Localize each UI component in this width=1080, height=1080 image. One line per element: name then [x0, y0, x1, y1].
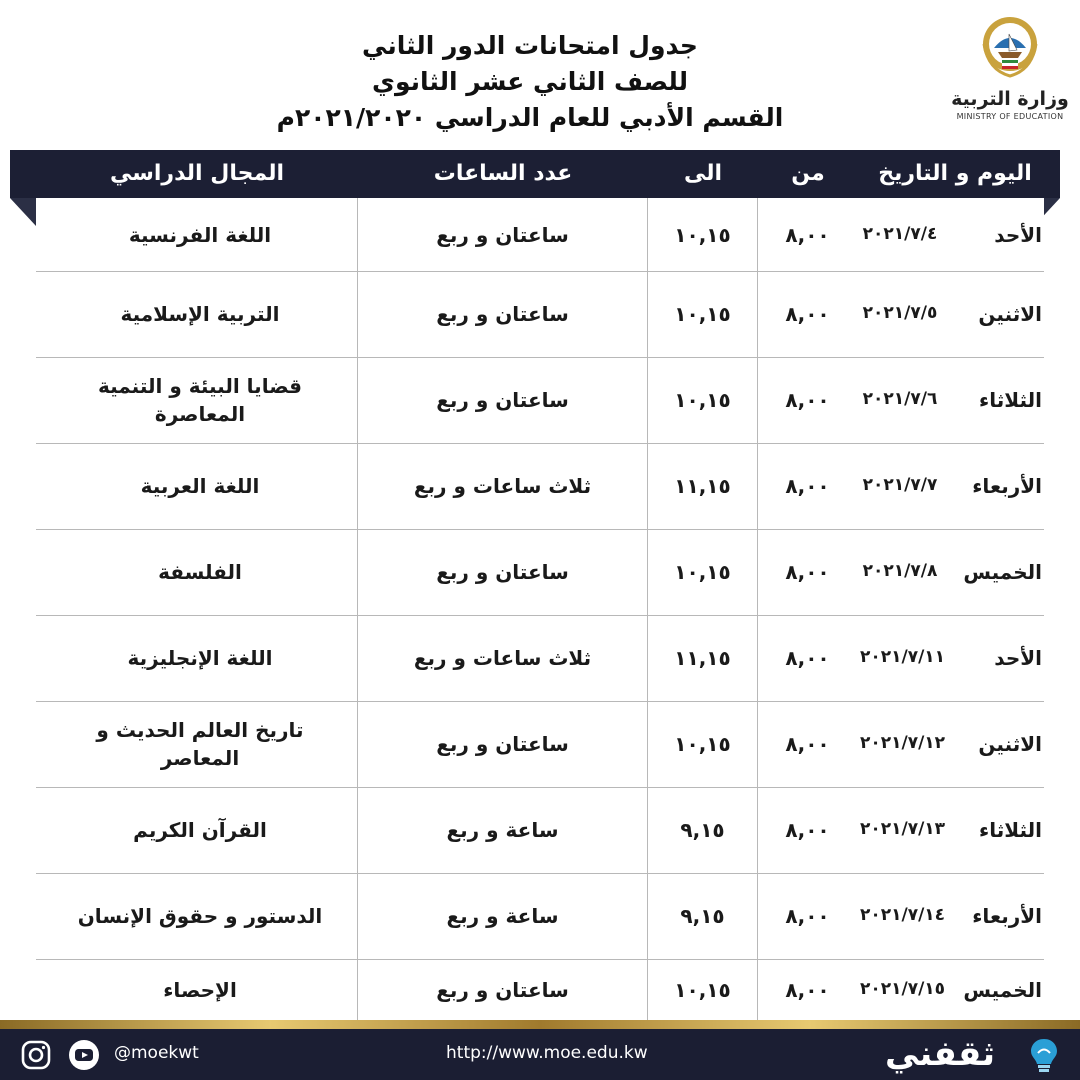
row-subject: اللغة العربية [140, 474, 260, 498]
row-hours: ساعتان و ربع [436, 732, 569, 756]
column-header-to: الى [683, 161, 723, 186]
row-day: الخميس [963, 977, 1042, 1002]
row-hours: ساعتان و ربع [436, 302, 569, 326]
kuwait-emblem-icon [980, 14, 1040, 80]
row-hours: ساعة و ربع [446, 818, 559, 842]
row-day: الثلاثاء [979, 388, 1042, 412]
lightbulb-icon [1024, 1034, 1064, 1074]
row-date: ٢٠٢١/٧/١١ [860, 647, 946, 667]
row-from: ٨,٠٠ [785, 302, 830, 326]
row-day: الثلاثاء [979, 818, 1042, 842]
row-to: ١٠,١٥ [674, 732, 731, 756]
row-to: ١١,١٥ [674, 474, 731, 498]
row-to: ١٠,١٥ [674, 302, 731, 326]
row-subject: اللغة الفرنسية [128, 222, 272, 247]
row-hours: ثلاث ساعات و ربع [413, 474, 592, 498]
row-date: ٢٠٢١/٧/١٣ [860, 819, 946, 839]
row-subject: الفلسفة [158, 560, 242, 584]
row-day: الأحد [994, 646, 1042, 670]
ministry-name-arabic: وزارة التربية [951, 88, 1069, 110]
row-from: ٨,٠٠ [785, 977, 830, 1002]
row-date: ٢٠٢١/٧/٥ [862, 303, 938, 323]
row-to: ١٠,١٥ [674, 388, 731, 412]
column-header-subject: المجال الدراسي [109, 161, 285, 186]
row-from: ٨,٠٠ [785, 474, 830, 498]
row-day: الأربعاء [972, 904, 1042, 928]
ministry-logo [950, 14, 1070, 134]
instagram-icon[interactable] [20, 1039, 52, 1071]
youtube-icon[interactable] [68, 1039, 100, 1071]
row-day: الاثنين [978, 732, 1042, 756]
row-from: ٨,٠٠ [785, 818, 830, 842]
row-subject: التربية الإسلامية [120, 302, 280, 326]
column-header-hours: عدد الساعات [433, 161, 573, 186]
ministry-name-english: MINISTRY OF EDUCATION [956, 112, 1064, 121]
row-date: ٢٠٢١/٧/١٤ [860, 905, 946, 925]
row-from: ٨,٠٠ [785, 646, 830, 670]
row-to: ٩,١٥ [680, 904, 725, 928]
column-header-from: من [791, 161, 825, 186]
footer-gold-stripe [0, 1020, 1080, 1029]
row-from: ٨,٠٠ [785, 732, 830, 756]
row-date: ٢٠٢١/٧/٤ [862, 223, 938, 244]
row-subject: القرآن الكريم [133, 818, 267, 842]
row-to: ١٠,١٥ [674, 222, 731, 247]
row-date: ٢٠٢١/٧/٨ [862, 561, 938, 581]
header-fold-left [10, 198, 36, 226]
title-line-3: القسم الأدبي للعام الدراسي ٢٠٢١/٢٠٢٠م [276, 103, 784, 132]
row-hours: ساعتان و ربع [436, 222, 569, 247]
row-to: ١٠,١٥ [674, 977, 731, 1002]
row-hours: ساعتان و ربع [436, 560, 569, 584]
schedule-title [250, 28, 810, 136]
row-day: الاثنين [978, 302, 1042, 326]
row-to: ١١,١٥ [674, 646, 731, 670]
row-subject: الدستور و حقوق الإنسان [77, 904, 323, 928]
row-subject: قضايا البيئة و التنمية المعاصرة [97, 374, 303, 426]
brand-watermark: ثقفني [885, 1034, 995, 1074]
row-subject: اللغة الإنجليزية [127, 646, 273, 670]
row-date: ٢٠٢١/٧/٦ [862, 389, 938, 409]
row-from: ٨,٠٠ [785, 904, 830, 928]
row-subject: الإحصاء [163, 977, 237, 1002]
row-day: الأربعاء [972, 474, 1042, 498]
row-day: الأحد [994, 222, 1042, 247]
row-date: ٢٠٢١/٧/١٥ [860, 978, 946, 999]
row-hours: ساعتان و ربع [436, 388, 569, 412]
social-handle[interactable]: @moekwt [114, 1043, 199, 1063]
row-to: ١٠,١٥ [674, 560, 731, 584]
row-date: ٢٠٢١/٧/٧ [862, 475, 938, 495]
row-from: ٨,٠٠ [785, 560, 830, 584]
row-hours: ثلاث ساعات و ربع [413, 646, 592, 670]
row-from: ٨,٠٠ [785, 222, 830, 247]
row-hours: ساعة و ربع [446, 904, 559, 928]
row-day: الخميس [963, 560, 1042, 584]
column-header-day-date: اليوم و التاريخ [878, 161, 1032, 186]
title-line-1: جدول امتحانات الدور الثاني [362, 31, 698, 60]
website-link[interactable]: http://www.moe.edu.kw [446, 1043, 648, 1063]
row-from: ٨,٠٠ [785, 388, 830, 412]
row-to: ٩,١٥ [680, 818, 725, 842]
row-hours: ساعتان و ربع [436, 977, 569, 1002]
row-date: ٢٠٢١/٧/١٢ [860, 733, 946, 753]
row-subject: تاريخ العالم الحديث و المعاصر [96, 718, 304, 770]
title-line-2: للصف الثاني عشر الثانوي [372, 67, 688, 96]
